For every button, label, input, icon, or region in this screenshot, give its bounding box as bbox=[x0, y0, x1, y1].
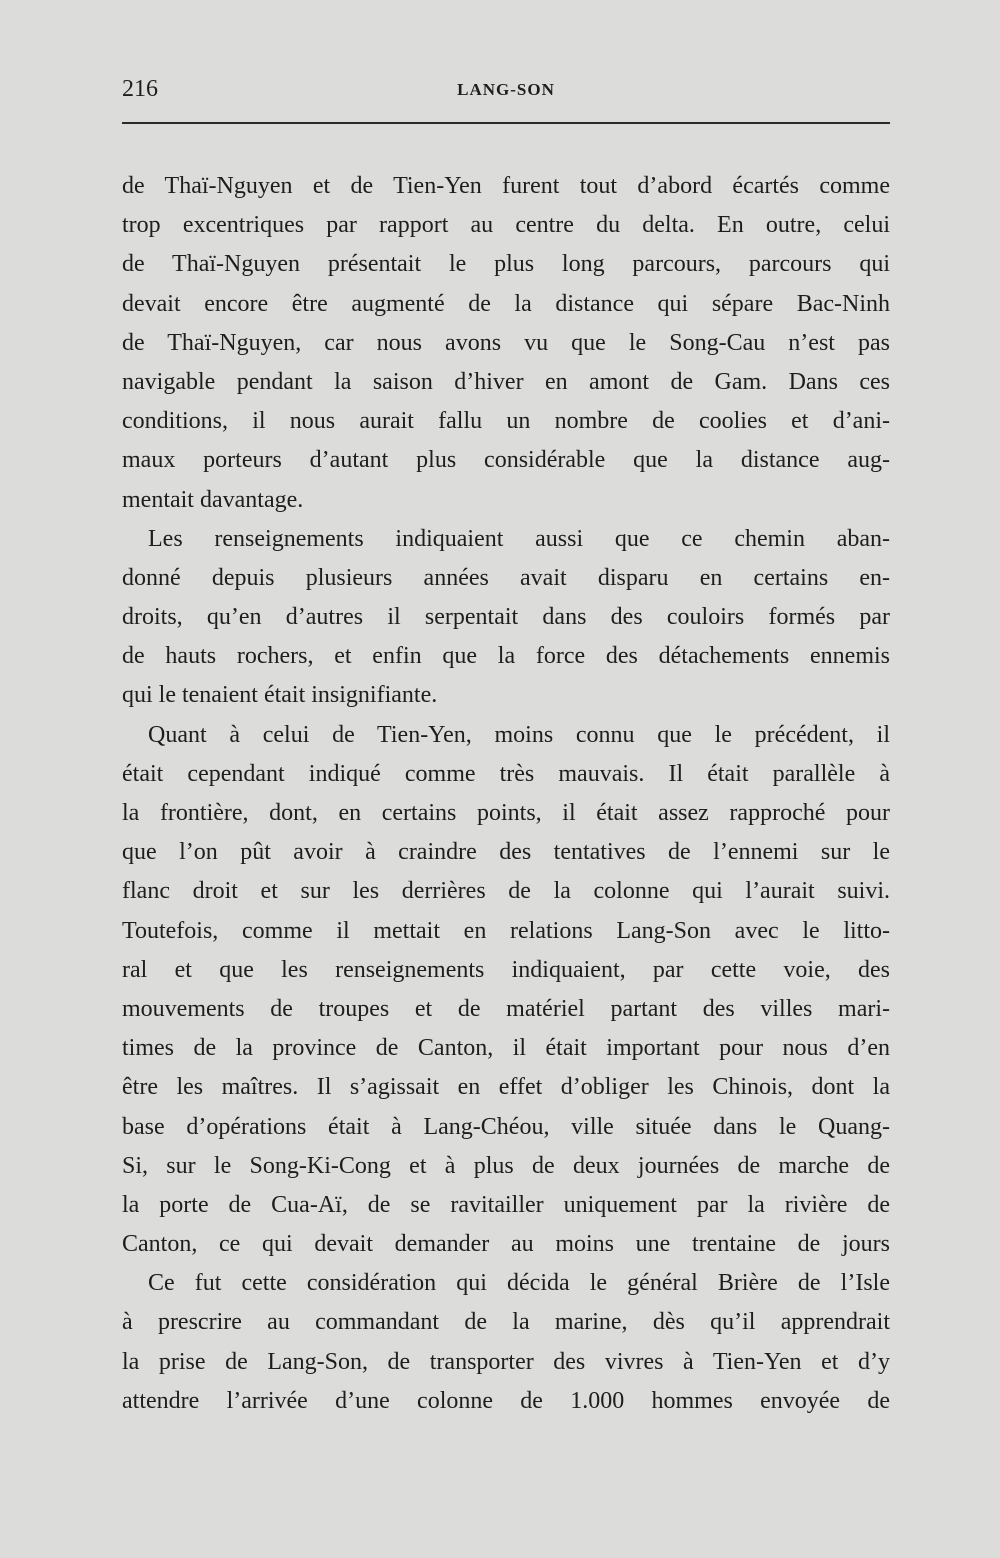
text-line: attendre l’arrivée d’une colonne de 1.000 hommes envoyée de bbox=[122, 1387, 890, 1414]
text-line: mentait davantage. bbox=[122, 486, 304, 513]
paragraph-start-line: Les renseignements indiquaient aussi que ce chemin aban- bbox=[148, 525, 890, 552]
text-line: devait encore être augmenté de la distance qui sépare Bac-Ninh bbox=[122, 290, 890, 317]
text-line: était cependant indiqué comme très mauvais. Il était parallèle à bbox=[122, 760, 890, 787]
text-line: la frontière, dont, en certains points, il était assez rapproché pour bbox=[122, 800, 890, 826]
text-line: Canton, ce qui devait demander au moins une trentaine de jours bbox=[122, 1231, 890, 1258]
text-line: flanc droit et sur les derrières de la colonne qui l’aurait suivi. bbox=[122, 878, 890, 905]
header-rule bbox=[122, 122, 890, 124]
text-line: de hauts rochers, et enfin que la force des détachements ennemis bbox=[122, 643, 890, 670]
body-text bbox=[122, 167, 890, 1421]
text-line: donné depuis plusieurs années avait disparu en certains en- bbox=[122, 564, 890, 591]
text-line: ral et que les renseignements indiquaient, par cette voie, des bbox=[122, 956, 890, 983]
running-head: LANG-SON bbox=[457, 80, 555, 99]
text-line: times de la province de Canton, il était important pour nous d’en bbox=[122, 1035, 890, 1062]
text-line: Si, sur le Song-Ki-Cong et à plus de deux journées de marche de bbox=[122, 1152, 890, 1179]
text-line: conditions, il nous aurait fallu un nombre de coolies et d’ani- bbox=[122, 408, 890, 435]
text-line: navigable pendant la saison d’hiver en amont de Gam. Dans ces bbox=[122, 368, 890, 395]
text-line: de Thaï-Nguyen et de Tien-Yen furent tout d’abord écartés comme bbox=[122, 173, 890, 199]
text-line: la prise de Lang-Son, de transporter des vivres à Tien-Yen et d’y bbox=[122, 1348, 890, 1375]
text-line: qui le tenaient était insignifiante. bbox=[122, 682, 438, 709]
text-line: de Thaï-Nguyen présentait le plus long parcours, parcours qui bbox=[122, 251, 890, 278]
text-line: que l’on pût avoir à craindre des tentatives de l’ennemi sur le bbox=[122, 839, 890, 866]
page-number: 216 bbox=[122, 76, 158, 102]
text-line: mouvements de troupes et de matériel partant des villes mari- bbox=[122, 995, 890, 1022]
text-line: de Thaï-Nguyen, car nous avons vu que le Song-Cau n’est pas bbox=[122, 329, 890, 356]
text-line: être les maîtres. Il s’agissait en effet d’obliger les Chinois, dont la bbox=[122, 1074, 890, 1101]
text-line: base d’opérations était à Lang-Chéou, ville située dans le Quang- bbox=[122, 1113, 890, 1140]
text-line: la porte de Cua-Aï, de se ravitailler uniquement par la rivière de bbox=[122, 1191, 890, 1218]
text-line: trop excentriques par rapport au centre du delta. En outre, celui bbox=[122, 212, 890, 239]
text-line: à prescrire au commandant de la marine, dès qu’il apprendrait bbox=[122, 1309, 890, 1336]
text-line: maux porteurs d’autant plus considérable que la distance aug- bbox=[122, 447, 890, 474]
text-line: Toutefois, comme il mettait en relations Lang-Son avec le litto- bbox=[122, 917, 890, 944]
paragraph-start-line: Ce fut cette considération qui décida le général Brière de l’Isle bbox=[148, 1270, 890, 1297]
text-line: droits, qu’en d’autres il serpentait dans des couloirs formés par bbox=[122, 604, 890, 631]
paragraph-start-line: Quant à celui de Tien-Yen, moins connu que le précédent, il bbox=[148, 721, 890, 748]
page-header bbox=[122, 74, 890, 106]
